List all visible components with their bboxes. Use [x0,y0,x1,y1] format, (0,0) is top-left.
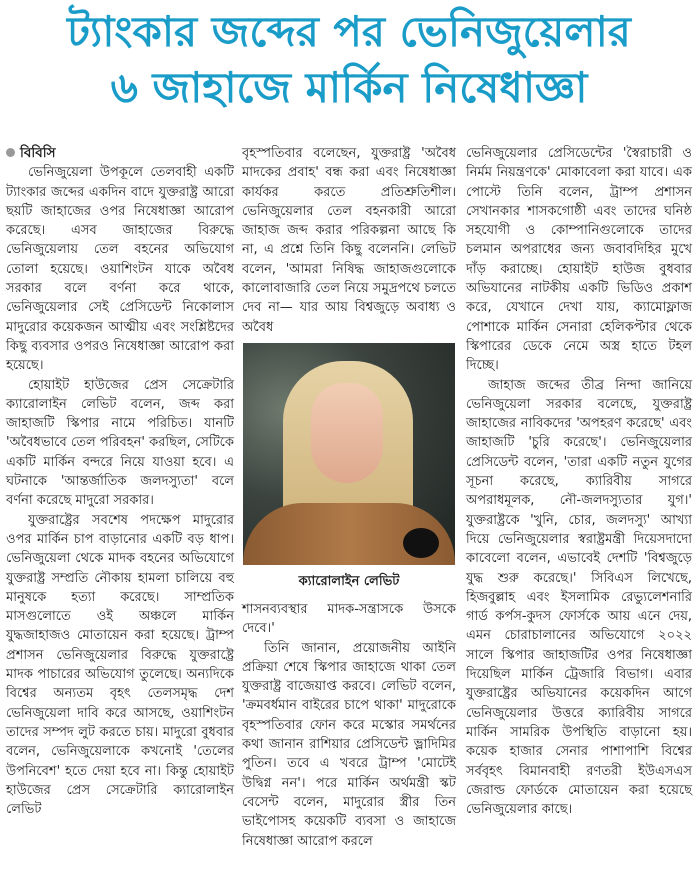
paragraph: যুক্তরাষ্ট্রের সবশেষ পদক্ষেপ মাদুরোর ওপর মার্কিন চাপ বাড়ানোর একটি বড় ধাপ। ভেনিজুয়েলা থেকে মাদক বহনের অভিযোগে যুক্তরাষ্ট্র সম্প্রতি নৌকায় হামলা চালিয়ে বহু মানুষকে হত্যা করেছে। সাম্প্রতিক মাসগুলোতে ওই অঞ্চলে মার্কিন যুদ্ধজাহাজও মোতায়েন করা হয়েছে। ট্রাম্প প্রশাসন ভেনিজুয়েলার বিরুদ্ধে যুক্তরাষ্ট্রে মাদক পাচারের অভিযোগ তুলেছে। অন্যদিকে বিশ্বের অন্যতম বৃহৎ তেলসমৃদ্ধ দেশ ভেনিজুয়েলা দাবি করে আসছে, ওয়াশিংটন তাদের সম্পদ লুট করতে চায়। মাদুরো বুধবার বলেন, ভেনিজুয়েলাকে কখনোই 'তেলের উপনিবেশ' হতে দেয়া হবে না। কিন্তু হোয়াইট হাউজের প্রেস সেক্রেটারি ক্যারোলাইন লেভিট [6,512,234,818]
paragraph: জাহাজ জব্দের তীব্র নিন্দা জানিয়ে ভেনিজুয়েলা সরকার বলেছে, যুক্তরাষ্ট্র জাহাজের নাবিকদের 'অপহরণ করেছে' এবং জাহাজটি 'চুরি করেছে'। ভেনিজুয়েলার প্রেসিডেন্ট বলেন, 'তারা একটি নতুন যুগের সূচনা করেছে, ক্যারিবীয় সাগরে অপরাধমূলক, নৌ-জলদস্যুতার যুগ।' যুক্তরাষ্ট্রকে 'খুনি, চোর, জলদস্যু' আখ্যা দিয়ে ভেনিজুয়েলার স্বরাষ্ট্রমন্ত্রী দিয়েসদাদো কাবেলো বলেন, এভাবেই দেশটি 'বিশ্বজুড়ে যুদ্ধ শুরু করেছে।' সিবিএস লিখেছে, হিজবুল্লাহ এবং ইসলামিক রেভ্যুলেশনারি গার্ড কর্পস-কুদস ফোর্সকে আয় এনে দেয়, এমন চোরাচালানের অভিযোগে ২০২২ সালে স্কিপার জাহাজটির ওপর নিষেধাজ্ঞা দিয়েছিল মার্কিন ট্রেজারি বিভাগ। এবার যুক্তরাষ্ট্রের অভিযানের কয়েকদিন আগে ভেনিজুয়েলার উত্তরে ক্যারিবীয় সাগরে মার্কিন সামরিক উপস্থিতি বাড়ানো হয়। কয়েক হাজার সেনার পাশাপাশি বিশ্বের সর্ববৃহৎ বিমানবাহী রণতরী ইউএসএস জেরাল্ড ফোর্ডকে মোতায়েন করা হয়েছে ভেনিজুয়েলার কাছে। [466,377,692,818]
paragraph: ভেনিজুয়েলা উপকূলে তেলবাহী একটি ট্যাংকার জব্দের একদিন বাদে যুক্তরাষ্ট্র আরো ছয়টি জাহাজের ওপর নিষেধাজ্ঞা আরোপ করেছে। এসব জাহাজের বিরুদ্ধে ভেনিজুয়েলায় তেল বহনের অভিযোগ তোলা হয়েছে। ওয়াশিংটন যাকে অবৈধ সরকার বলে বর্ণনা করে থাকে, ভেনিজুয়েলার সেই প্রেসিডেন্ট নিকোলাস মাদুরোর কয়েকজন আত্মীয় এবং সংশ্লিষ্টদের কিছু ব্যবসার ওপরও নিষেধাজ্ঞা আরোপ করা হয়েছে। [6,165,234,374]
paragraph: হোয়াইট হাউজের প্রেস সেক্রেটারি ক্যারোলাইন লেভিট বলেন, জব্দ করা জাহাজটি স্কিপার নামে পরিচিত। যানটি 'অবৈধভাবে তেল পরিবহন' করছিল, সেটিকে একটি মার্কিন বন্দরে নিয়ে যাওয়া হবে। এ ঘটনাকে 'আন্তর্জাতিক জলদস্যুতা' বলে বর্ণনা করেছে মাদুরো সরকার। [6,377,234,509]
article-column-2-bottom [242,600,456,851]
paragraph: বৃহস্পতিবার বলেছেন, যুক্তরাষ্ট্র 'অবৈধ মাদকের প্রবাহ' বন্ধ করা এবং নিষেধাজ্ঞা কার্যকর করতে প্রতিশ্রুতিশীল। ভেনিজুয়েলার তেল বহনকারী আরো জাহাজ জব্দ করার পরিকল্পনা আছে কি না, এ প্রশ্নে তিনি কিছু বলেননি। লেভিট বলেন, 'আমরা নিষিদ্ধ জাহাজগুলোকে কালোবাজারি তেল নিয়ে সমুদ্রপথে চলতে দেব না— যার আয় বিশ্বজুড়ে অবাধ্য ও অবৈধ [242,146,456,335]
headline [0,4,698,116]
byline [6,144,234,163]
article-column-3 [466,144,692,819]
microphone [403,528,439,558]
headline-line-2: ৬ জাহাজে মার্কিন নিষেধাজ্ঞা [110,63,588,112]
paragraph: ভেনিজুয়েলার প্রেসিডেন্টের 'স্বৈরাচারী ও নির্মম নিয়ন্ত্রণকে' মোকাবেলা করা যাবে। এক পোস্টে তিনি বলেন, ট্রাম্প প্রশাসন সেখানকার শাসকগোষ্ঠী এবং তাদের ঘনিষ্ঠ সহযোগী ও কোম্পানিগুলোকে তাদের চলমান অপরাধের জন্য জবাবদিহির মুখে দাঁড় করাচ্ছে। হোয়াইট হাউজ বুধবার অভিযানের নাটকীয় একটি ভিডিও প্রকাশ করে, যেখানে দেখা যায়, ক্যামোফ্লাজ পোশাকে মার্কিন সেনারা হেলিকপ্টার থেকে স্কিপারের ডেকে নেমে অস্ত্র হাতে টহল দিচ্ছে। [466,146,692,374]
article-column-2-top [242,144,456,337]
paragraph: তিনি জানান, প্রয়োজনীয় আইনি প্রক্রিয়া শেষে স্কিপার জাহাজে থাকা তেল যুক্তরাষ্ট্র বাজেয়াপ্ত করবে। লেভিট বলেন, 'ক্রমবর্ধমান বাইরের চাপে থাকা' মাদুরোকে বৃহস্পতিবার ফোন করে মস্কোর সমর্থনের কথা জানান রাশিয়ার প্রেসিডেন্ট ভ্লাদিমির পুতিন। তবে এ খবরে ট্রাম্প 'মোটেই উদ্বিগ্ন নন'। পরে মার্কিন অর্থমন্ত্রী স্কট বেসেন্ট বলেন, মাদুরোর স্ত্রীর তিন ভাইপোসহ কয়েকটি ব্যবসা ও জাহাজে নিষেধাজ্ঞা আরোপ করলে [242,640,456,849]
headline-line-1: ট্যাংকার জব্দের পর ভেনিজুয়েলার [67,7,631,56]
paragraph: শাসনব্যবস্থার মাদক-সন্ত্রাসকে উসকে দেবে।' [242,602,456,637]
article-column-1 [6,144,234,819]
byline-text: বিবিসি [20,145,56,161]
photo-caption: ক্যারোলাইন লেভিট [298,574,400,589]
bullet-icon [6,148,15,157]
photo-karoline-leavitt [243,343,455,565]
